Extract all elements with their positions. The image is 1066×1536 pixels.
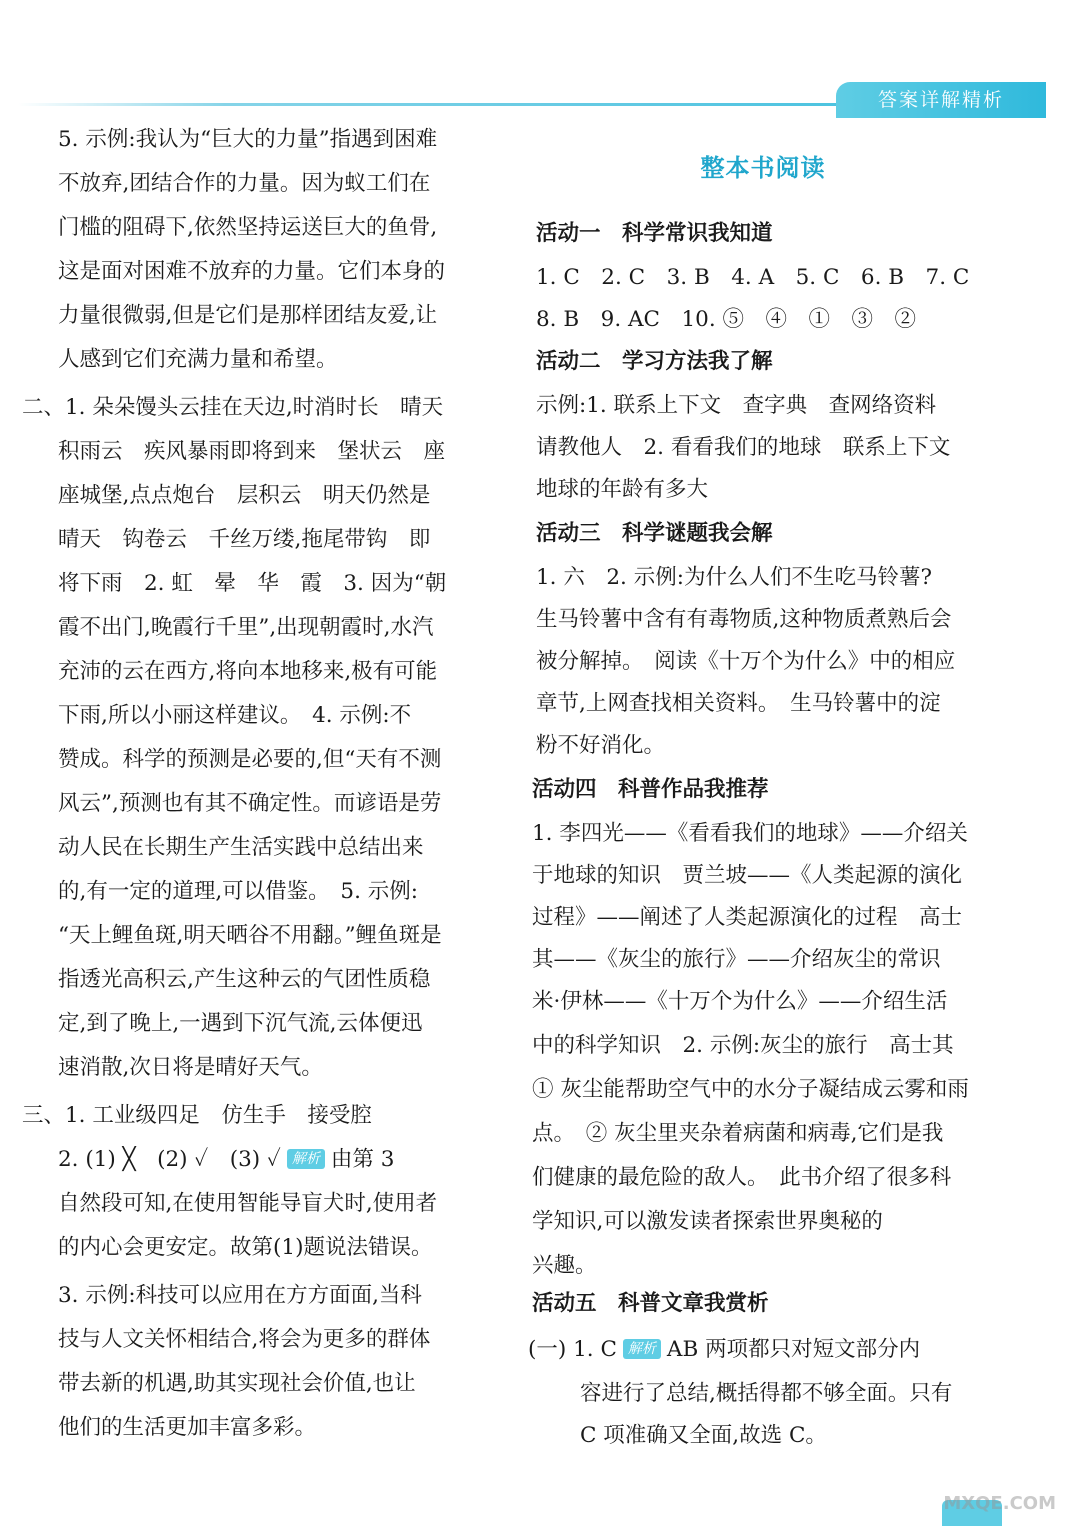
text-line: 技与人文关怀相结合,将会为更多的群体 (58, 1327, 431, 1352)
text-line: 座城堡,点点炮台 层积云 明天仍然是 (58, 483, 431, 508)
text-line: 1. 李四光——《看看我们的地球》——介绍关 (532, 821, 968, 846)
text-line: 赞成。科学的预测是必要的,但“天有不测 (58, 747, 442, 772)
judgement-answers: 2. (1) ╳ (2) ✓ (3) ✓ (58, 1147, 281, 1172)
text-segment: AB 两项都只对短文部分内 (666, 1337, 921, 1362)
answer-label: (一) 1. C (528, 1337, 617, 1362)
text-line: 们健康的最危险的敌人。 此书介绍了很多科 (532, 1165, 952, 1190)
activity-heading: 活动二 学习方法我了解 (536, 349, 773, 374)
text-line: 这是面对困难不放弃的力量。它们本身的 (58, 259, 446, 284)
text-line: 点。 ② 灰尘里夹杂着病菌和病毒,它们是我 (532, 1121, 944, 1146)
watermark: MXQE.COM (943, 1493, 1056, 1514)
activity-heading: 活动五 科普文章我赏析 (532, 1291, 769, 1316)
text-line: 示例:1. 联系上下文 查字典 查网络资料 (536, 393, 937, 418)
text-line: 定,到了晚上,一遇到下沉气流,云体便迅 (58, 1011, 423, 1036)
text-line: 中的科学知识 2. 示例:灰尘的旅行 高士其 (532, 1033, 954, 1058)
text-line: 地球的年龄有多大 (536, 477, 709, 502)
analysis-tag: 解析 (287, 1149, 325, 1169)
text-segment: 由第 3 (330, 1147, 395, 1172)
header-rule (18, 103, 848, 106)
text-line: 动人民在长期生产生活实践中总结出来 (58, 835, 424, 860)
text-line: 被分解掉。 阅读《十万个为什么》中的相应 (536, 649, 956, 674)
text-line (58, 1138, 394, 1182)
text-line: 3. 示例:科技可以应用在方方面面,当科 (58, 1283, 422, 1308)
text-line: 5. 示例:我认为“巨大的力量”指遇到困难 (58, 127, 438, 152)
text-line: 学知识,可以激发读者探索世界奥秘的 (532, 1209, 883, 1234)
text-line: 兴趣。 (532, 1253, 597, 1278)
header-badge: 答案详解精析 (836, 82, 1046, 118)
text-line: 指透光高积云,产生这种云的气团性质稳 (58, 967, 431, 992)
text-line: 于地球的知识 贾兰坡——《人类起源的演化 (532, 863, 963, 888)
text-line: 生马铃薯中含有有毒物质,这种物质煮熟后会 (536, 607, 952, 632)
text-line: 积雨云 疾风暴雨即将到来 堡状云 座 (58, 439, 446, 464)
text-line: 带去新的机遇,助其实现社会价值,也让 (58, 1371, 416, 1396)
text-line: 霞不出门,晚霞行千里”,出现朝霞时,水汽 (58, 615, 434, 640)
text-line: 下雨,所以小丽这样建议。 4. 示例:不 (58, 703, 412, 728)
text-line: 容进行了总结,概括得都不够全面。只有 (580, 1381, 953, 1406)
text-line: 二、1. 朵朵馒头云挂在天边,时消时长 晴天 (22, 395, 444, 420)
text-line: 1. C 2. C 3. B 4. A 5. C 6. B 7. C (536, 265, 970, 290)
text-line: 风云”,预测也有其不确定性。而谚语是劳 (58, 791, 442, 816)
text-line: 自然段可知,在使用智能导盲犬时,使用者 (58, 1191, 438, 1216)
section-title: 整本书阅读 (700, 153, 826, 182)
text-line: 将下雨 2. 虹 晕 华 霞 3. 因为“朝 (58, 571, 447, 596)
text-line: C 项准确又全面,故选 C。 (580, 1423, 827, 1448)
activity-heading: 活动一 科学常识我知道 (536, 221, 773, 246)
text-line: 人感到它们充满力量和希望。 (58, 347, 338, 372)
analysis-tag: 解析 (623, 1339, 661, 1359)
text-line: 章节,上网查找相关资料。 生马铃薯中的淀 (536, 691, 941, 716)
text-line: 请教他人 2. 看看我们的地球 联系上下文 (536, 435, 951, 460)
text-line: “天上鲤鱼斑,明天晒谷不用翻。”鲤鱼斑是 (58, 923, 442, 948)
text-line: 8. B 9. AC 10. ⑤ ④ ① ③ ② (536, 307, 916, 332)
activity-heading: 活动三 科学谜题我会解 (536, 521, 773, 546)
activity-heading: 活动四 科普作品我推荐 (532, 777, 769, 802)
text-line: 粉不好消化。 (536, 733, 666, 758)
text-line: 充沛的云在西方,将向本地移来,极有可能 (58, 659, 438, 684)
text-line: 1. 六 2. 示例:为什么人们不生吃马铃薯? (536, 565, 932, 590)
text-line: 其——《灰尘的旅行》——介绍灰尘的常识 (532, 947, 941, 972)
text-line: 三、1. 工业级四足 仿生手 接受腔 (22, 1103, 372, 1128)
text-line: 晴天 钩卷云 千丝万缕,拖尾带钩 即 (58, 527, 431, 552)
text-line: 米·伊林——《十万个为什么》——介绍生活 (532, 989, 948, 1014)
text-line: 门槛的阻碍下,依然坚持运送巨大的鱼骨, (58, 215, 438, 240)
text-line: 不放弃,团结合作的力量。因为蚁工们在 (58, 171, 431, 196)
text-line: 他们的生活更加丰富多彩。 (58, 1415, 317, 1440)
text-line: 力量很微弱,但是它们是那样团结友爱,让 (58, 303, 438, 328)
text-line: 速消散,次日将是晴好天气。 (58, 1055, 323, 1080)
text-line (528, 1328, 920, 1372)
text-line: 过程》——阐述了人类起源演化的过程 高士 (532, 905, 963, 930)
text-line: 的内心会更安定。故第(1)题说法错误。 (58, 1235, 433, 1260)
text-line: 的,有一定的道理,可以借鉴。 5. 示例: (58, 879, 419, 904)
text-line: ① 灰尘能帮助空气中的水分子凝结成云雾和雨 (532, 1077, 969, 1102)
